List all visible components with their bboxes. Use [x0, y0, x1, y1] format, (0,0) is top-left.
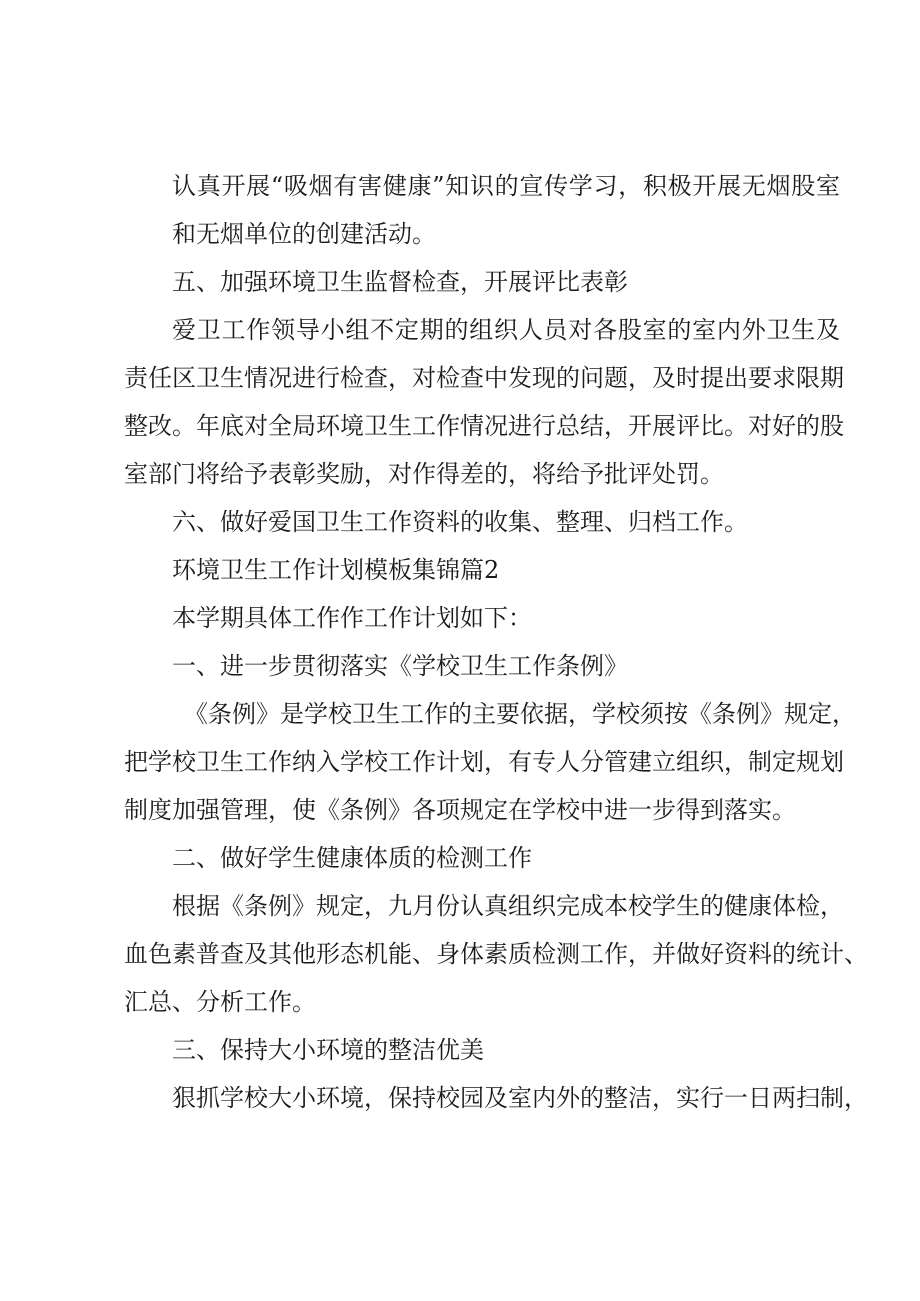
- section-heading: 一、进一步贯彻落实《学校卫生工作条例》: [172, 652, 628, 680]
- paragraph-line: 本学期具体工作作工作计划如下：: [172, 604, 532, 632]
- paragraph-line: 和无烟单位的创建活动。: [172, 220, 436, 248]
- paragraph-line: 整改。年底对全局环境卫生工作情况进行总结，开展评比。对好的股: [124, 412, 844, 440]
- section-heading: 六、做好爱国卫生工作资料的收集、整理、归档工作。: [172, 508, 748, 536]
- paragraph-line: 制度加强管理，使《条例》各项规定在学校中进一步得到落实。: [124, 796, 796, 824]
- paragraph-line: 室部门将给予表彰奖励，对作得差的，将给予批评处罚。: [124, 460, 724, 488]
- paragraph-line: 爱卫工作领导小组不定期的组织人员对各股室的室内外卫生及: [172, 316, 840, 344]
- section-heading: 五、加强环境卫生监督检查，开展评比表彰: [172, 268, 628, 296]
- paragraph-line: 汇总、分析工作。: [124, 988, 316, 1016]
- paragraph-line: 狠抓学校大小环境，保持校园及室内外的整洁，实行一日两扫制，: [172, 1084, 868, 1112]
- paragraph-line: 根据《条例》规定，九月份认真组织完成本校学生的健康体检，: [172, 892, 844, 920]
- document-body: [124, 162, 868, 1122]
- paragraph-line: 血色素普查及其他形态机能、身体素质检测工作，并做好资料的统计、: [124, 940, 868, 968]
- section-heading: 二、做好学生健康体质的检测工作: [172, 844, 532, 872]
- section-heading: 三、保持大小环境的整洁优美: [172, 1036, 484, 1064]
- paragraph-line: 认真开展“吸烟有害健康”知识的宣传学习，积极开展无烟股室: [172, 172, 840, 200]
- paragraph-line: 责任区卫生情况进行检查，对检查中发现的问题，及时提出要求限期: [124, 364, 844, 392]
- paragraph-line: 《条例》是学校卫生工作的主要依据，学校须按《条例》规定，: [184, 700, 856, 728]
- document-title: 环境卫生工作计划模板集锦篇2: [172, 556, 500, 584]
- paragraph-line: 把学校卫生工作纳入学校工作计划，有专人分管建立组织，制定规划: [124, 748, 844, 776]
